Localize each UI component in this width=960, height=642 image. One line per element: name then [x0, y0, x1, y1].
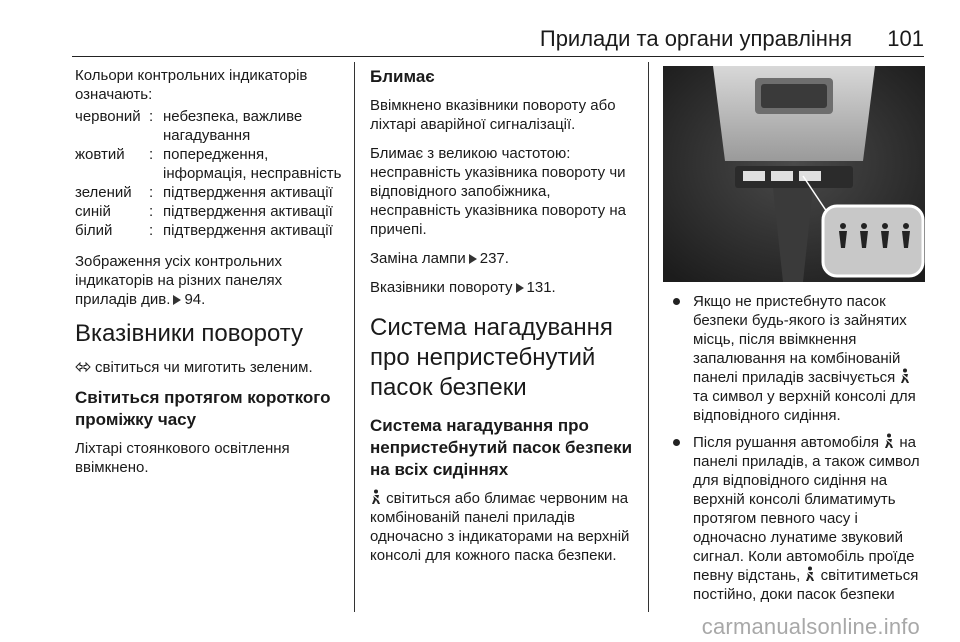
color-separator: :	[149, 203, 154, 220]
seatbelt-warning-icon	[883, 433, 895, 449]
turn-signals-ref	[370, 278, 640, 297]
short-time-text: Ліхтарі стоянкового освітлення ввімкнено.	[75, 440, 290, 476]
color-description: попередження, інформація, несправність	[163, 146, 342, 182]
bullet-text: Після рушання автомобіля	[693, 434, 880, 451]
overhead-console-photo	[663, 66, 925, 282]
bullet-text: Якщо не пристебнуто пасок безпеки будь-якого із зайнятих місць, після ввімкнення запалювання на комбінованій панелі приладів засвічується	[693, 293, 907, 386]
seatbelt-warning-icon	[804, 566, 816, 582]
column-1	[75, 66, 345, 477]
color-name: синій	[75, 203, 111, 220]
list-item	[663, 433, 925, 604]
color-separator: :	[149, 222, 154, 239]
seatbelt-bullet-list	[663, 292, 925, 612]
short-time-heading: Світиться протягом короткого проміжку часу	[75, 388, 331, 429]
all-seats-text	[370, 489, 640, 565]
page-title: Прилади та органи управління	[539, 26, 852, 51]
color-description: підтвердження активації	[163, 184, 333, 201]
color-description: підтвердження активації	[163, 222, 333, 239]
turn-signal-arrows-icon	[75, 361, 91, 373]
overhead-console-illustration	[663, 66, 925, 282]
list-item	[663, 292, 925, 425]
page-header	[0, 0, 960, 60]
column-2	[370, 66, 640, 565]
bullet-text: світитиметься постійно, доки пасок безпеки	[693, 567, 919, 603]
column-divider-1	[354, 62, 355, 612]
turn-signals-text	[75, 358, 345, 377]
all-seats-desc: світиться або блимає червоним на комбінованій панелі приладів одночасно з індикаторами на верхній консолі для кожного паска безпеки.	[370, 490, 630, 564]
page-ref-arrow-icon	[516, 283, 524, 293]
color-description: підтвердження активації	[163, 203, 333, 220]
lamp-replacement-ref	[370, 249, 640, 268]
color-meaning-table	[75, 107, 343, 240]
color-row	[75, 183, 343, 202]
page-number: 101	[887, 26, 924, 51]
turn-signals-desc: світиться чи миготить зеленим.	[95, 359, 313, 376]
turn-signals-heading: Вказівники повороту	[75, 320, 304, 347]
bullet-text: та символ у верхній консолі для відповідного сидіння.	[693, 388, 916, 424]
color-name: червоний	[75, 108, 141, 125]
turn-ref-page[interactable]: 131.	[526, 279, 556, 296]
page-ref-arrow-icon	[173, 295, 181, 305]
colors-intro: Кольори контрольних індикаторів означають:	[75, 67, 308, 103]
color-name: зелений	[75, 184, 132, 201]
lamp-ref-page[interactable]: 237.	[479, 250, 509, 267]
lamp-ref-text: Заміна лампи	[370, 250, 466, 267]
seatbelt-reminder-heading: Система нагадування про непристебнутий пасок безпеки	[370, 314, 613, 401]
images-note-ref[interactable]: 94.	[184, 291, 206, 308]
watermark: carmanualsonline.info	[701, 614, 920, 639]
column-divider-2	[648, 62, 649, 612]
all-seats-heading: Система нагадування про непристебнутий пасок безпеки на всіх сидіннях	[370, 416, 633, 479]
color-row	[75, 107, 343, 145]
bullet-icon	[673, 298, 680, 305]
seatbelt-warning-icon	[370, 489, 382, 505]
seatbelt-warning-icon	[899, 368, 911, 384]
fast-blink-text: Блимає з великою частотою: несправність указівника повороту чи відповідного запобіжника, несправність указівника повороту на причепі.	[370, 145, 626, 238]
color-description: небезпека, важливе нагадування	[163, 108, 303, 144]
color-separator: :	[149, 108, 154, 125]
blink-text: Ввімкнено вказівники повороту або ліхтарі аварійної сигналізації.	[370, 97, 616, 133]
color-name: жовтий	[75, 146, 125, 163]
turn-ref-text: Вказівники повороту	[370, 279, 513, 296]
color-name: білий	[75, 222, 113, 239]
bullet-icon	[673, 439, 680, 446]
color-separator: :	[149, 184, 154, 201]
color-row	[75, 145, 343, 183]
blink-heading: Блимає	[370, 67, 435, 86]
images-note	[75, 252, 345, 309]
color-separator: :	[149, 146, 154, 163]
images-note-text: Зображення усіх контрольних індикаторів на різних панелях приладів див.	[75, 253, 283, 308]
color-row	[75, 221, 343, 240]
color-row	[75, 202, 343, 221]
bullet-text: на панелі приладів, а також символ для відповідного сидіння на верхній консолі блиматимуть протягом певного часу і одночасно лунатиме звуковий сигнал. Коли автомобіль проїде певну відстань,	[693, 434, 920, 584]
header-rule	[72, 56, 924, 57]
page-ref-arrow-icon	[469, 254, 477, 264]
